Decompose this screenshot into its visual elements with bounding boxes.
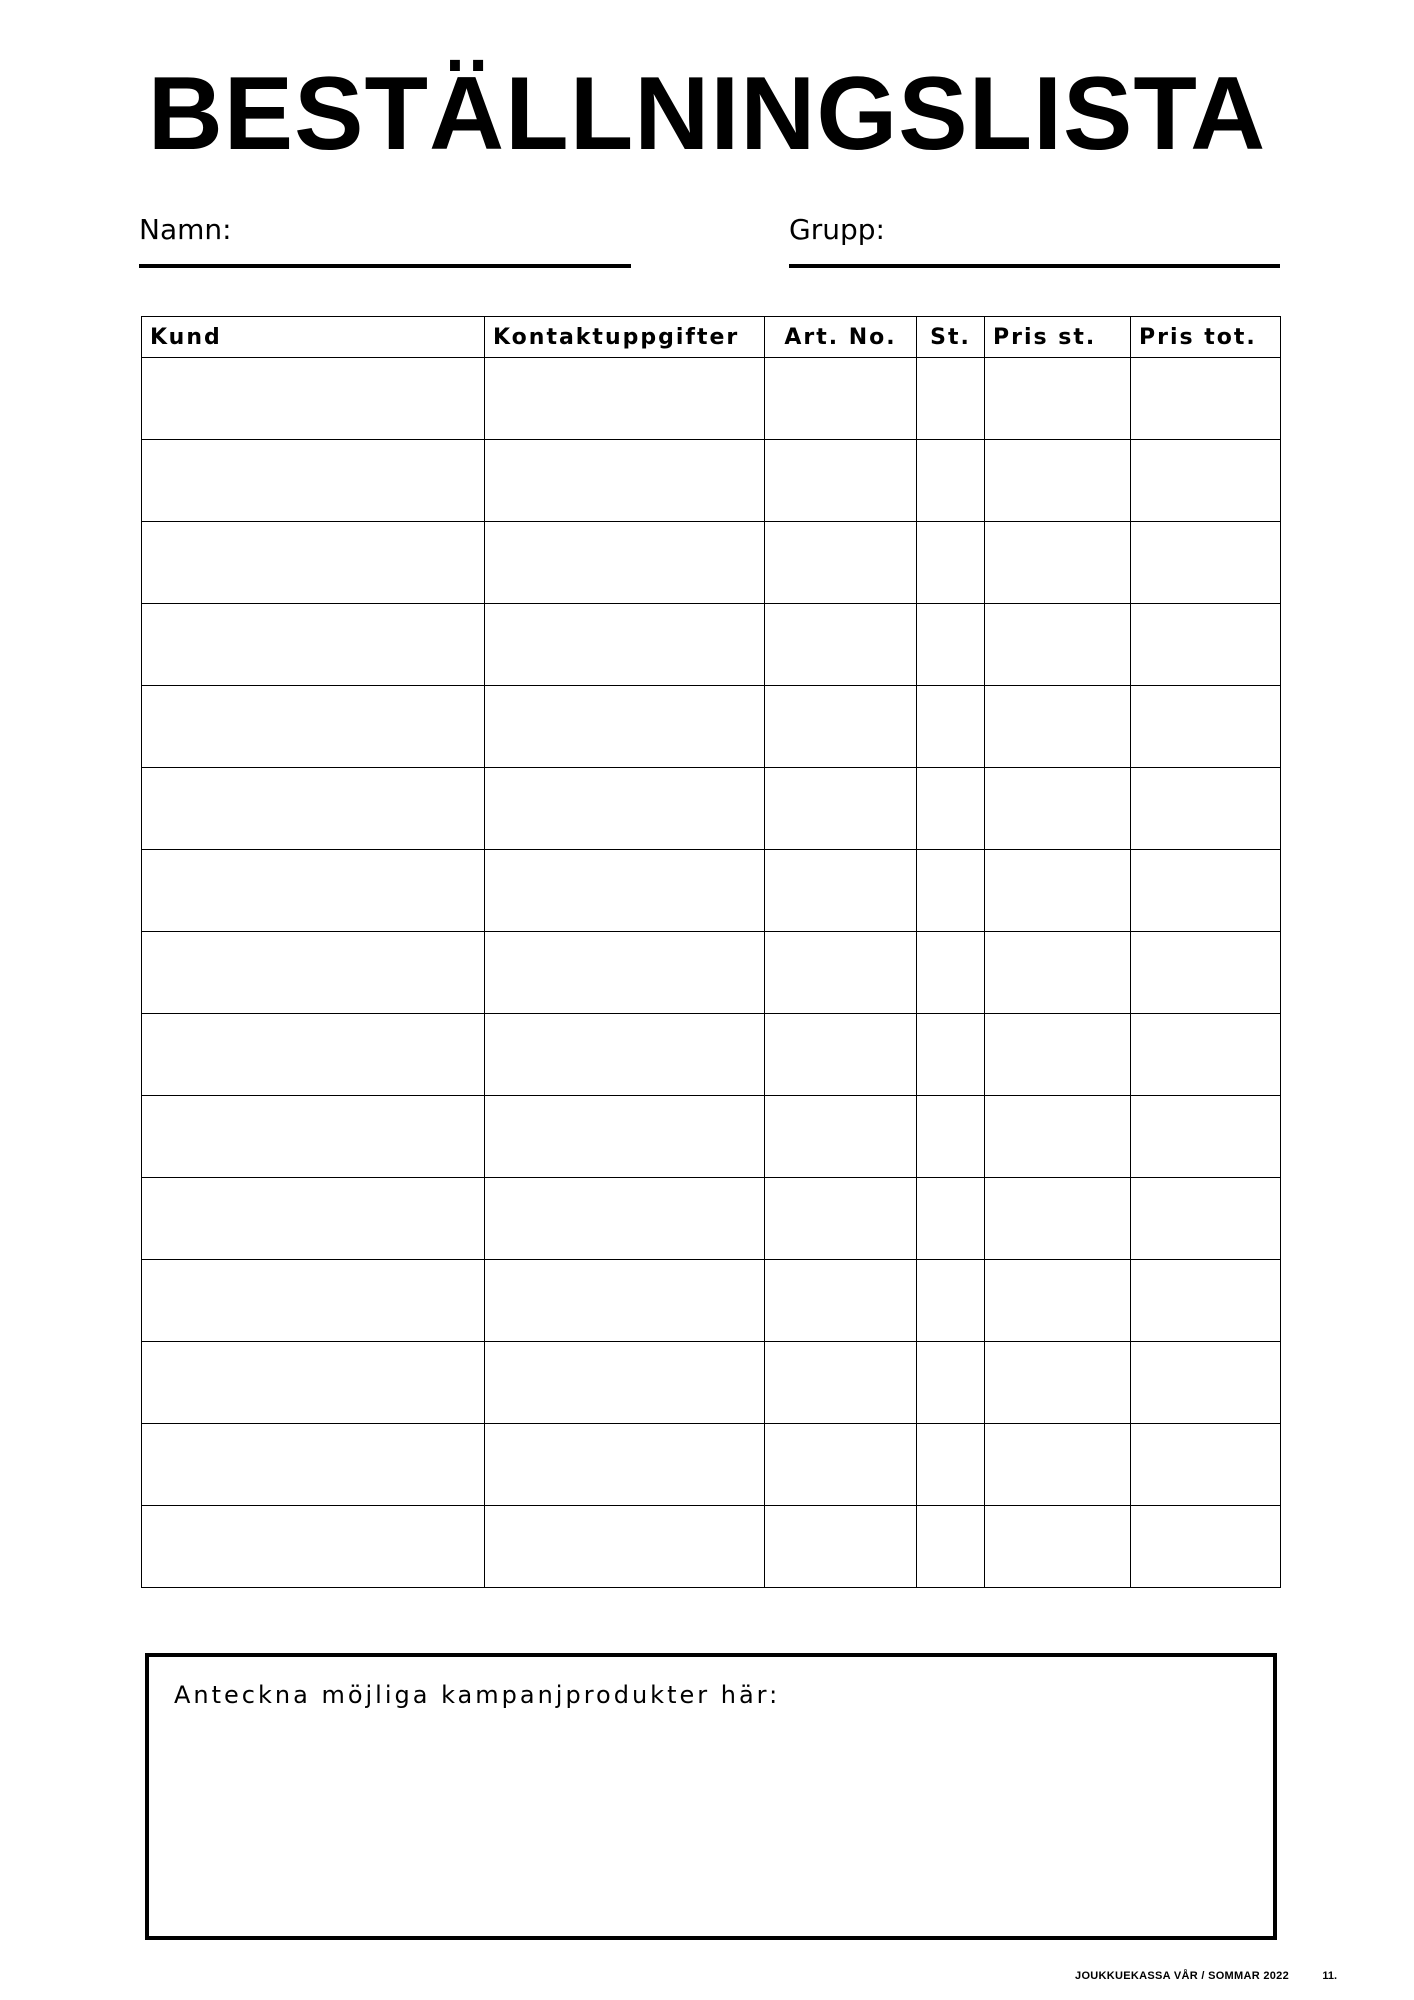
table-row <box>142 604 1281 686</box>
cell-pris-tot[interactable] <box>1131 604 1281 686</box>
cell-pris-tot[interactable] <box>1131 850 1281 932</box>
cell-pris-tot[interactable] <box>1131 932 1281 1014</box>
cell-pris-st[interactable] <box>985 1260 1131 1342</box>
cell-kund[interactable] <box>142 1506 485 1588</box>
cell-pris-tot[interactable] <box>1131 768 1281 850</box>
name-field[interactable] <box>139 213 631 268</box>
cell-kund[interactable] <box>142 358 485 440</box>
table-row <box>142 522 1281 604</box>
cell-art-no[interactable] <box>765 932 917 1014</box>
cell-art-no[interactable] <box>765 768 917 850</box>
name-label: Namn: <box>139 213 232 246</box>
cell-kund[interactable] <box>142 850 485 932</box>
cell-pris-st[interactable] <box>985 850 1131 932</box>
page-title: BESTÄLLNINGSLISTA <box>147 56 1267 172</box>
cell-pris-st[interactable] <box>985 1178 1131 1260</box>
cell-kontakt[interactable] <box>485 440 765 522</box>
cell-st[interactable] <box>917 358 985 440</box>
cell-art-no[interactable] <box>765 686 917 768</box>
order-table <box>141 316 1281 1588</box>
cell-kontakt[interactable] <box>485 1424 765 1506</box>
cell-st[interactable] <box>917 522 985 604</box>
cell-kund[interactable] <box>142 1014 485 1096</box>
table-header-row <box>142 317 1281 358</box>
table-body <box>142 358 1281 1588</box>
notes-label: Anteckna möjliga kampanjprodukter här: <box>174 1681 781 1709</box>
cell-art-no[interactable] <box>765 1096 917 1178</box>
footer-text: JOUKKUEKASSA VÅR / SOMMAR 2022 <box>1075 1970 1289 1982</box>
header-pris-tot: Pris tot. <box>1131 317 1281 358</box>
cell-kund[interactable] <box>142 604 485 686</box>
table-row <box>142 440 1281 522</box>
group-label: Grupp: <box>789 213 885 246</box>
cell-art-no[interactable] <box>765 1014 917 1096</box>
cell-st[interactable] <box>917 604 985 686</box>
cell-art-no[interactable] <box>765 358 917 440</box>
cell-pris-st[interactable] <box>985 932 1131 1014</box>
cell-pris-tot[interactable] <box>1131 1178 1281 1260</box>
cell-st[interactable] <box>917 850 985 932</box>
cell-st[interactable] <box>917 1506 985 1588</box>
cell-kontakt[interactable] <box>485 358 765 440</box>
cell-pris-tot[interactable] <box>1131 1014 1281 1096</box>
cell-art-no[interactable] <box>765 1260 917 1342</box>
table-row <box>142 358 1281 440</box>
cell-kund[interactable] <box>142 768 485 850</box>
cell-art-no[interactable] <box>765 604 917 686</box>
cell-st[interactable] <box>917 1260 985 1342</box>
table-row <box>142 1342 1281 1424</box>
table-row <box>142 1014 1281 1096</box>
table-row <box>142 932 1281 1014</box>
cell-kontakt[interactable] <box>485 1178 765 1260</box>
cell-art-no[interactable] <box>765 1506 917 1588</box>
cell-kund[interactable] <box>142 1424 485 1506</box>
table-row <box>142 850 1281 932</box>
cell-pris-tot[interactable] <box>1131 522 1281 604</box>
cell-kund[interactable] <box>142 686 485 768</box>
cell-pris-st[interactable] <box>985 522 1131 604</box>
cell-kontakt[interactable] <box>485 1014 765 1096</box>
group-field[interactable] <box>789 213 1280 268</box>
header-kontaktuppgifter: Kontaktuppgifter <box>485 317 765 358</box>
cell-pris-st[interactable] <box>985 358 1131 440</box>
cell-kontakt[interactable] <box>485 768 765 850</box>
cell-kontakt[interactable] <box>485 1342 765 1424</box>
cell-kontakt[interactable] <box>485 932 765 1014</box>
cell-kontakt[interactable] <box>485 522 765 604</box>
cell-kontakt[interactable] <box>485 686 765 768</box>
cell-pris-st[interactable] <box>985 440 1131 522</box>
cell-kund[interactable] <box>142 932 485 1014</box>
cell-st[interactable] <box>917 1342 985 1424</box>
cell-kontakt[interactable] <box>485 1260 765 1342</box>
notes-box[interactable] <box>145 1653 1277 1940</box>
cell-pris-st[interactable] <box>985 686 1131 768</box>
cell-pris-tot[interactable] <box>1131 1424 1281 1506</box>
cell-st[interactable] <box>917 1424 985 1506</box>
cell-art-no[interactable] <box>765 440 917 522</box>
cell-kund[interactable] <box>142 1342 485 1424</box>
header-art-no: Art. No. <box>765 317 917 358</box>
cell-art-no[interactable] <box>765 522 917 604</box>
cell-pris-st[interactable] <box>985 604 1131 686</box>
cell-pris-tot[interactable] <box>1131 1096 1281 1178</box>
cell-kund[interactable] <box>142 440 485 522</box>
cell-pris-st[interactable] <box>985 1342 1131 1424</box>
header-kund: Kund <box>142 317 485 358</box>
cell-pris-tot[interactable] <box>1131 358 1281 440</box>
table-row <box>142 1506 1281 1588</box>
cell-pris-st[interactable] <box>985 1506 1131 1588</box>
table-row <box>142 1178 1281 1260</box>
cell-kontakt[interactable] <box>485 1506 765 1588</box>
cell-pris-st[interactable] <box>985 768 1131 850</box>
page-number: 11. <box>1322 1970 1337 1982</box>
cell-pris-st[interactable] <box>985 1096 1131 1178</box>
cell-kund[interactable] <box>142 522 485 604</box>
cell-st[interactable] <box>917 1096 985 1178</box>
cell-art-no[interactable] <box>765 1178 917 1260</box>
cell-kontakt[interactable] <box>485 604 765 686</box>
table-row <box>142 768 1281 850</box>
cell-pris-tot[interactable] <box>1131 1506 1281 1588</box>
table-row <box>142 1424 1281 1506</box>
cell-pris-st[interactable] <box>985 1014 1131 1096</box>
cell-pris-tot[interactable] <box>1131 440 1281 522</box>
cell-pris-tot[interactable] <box>1131 1342 1281 1424</box>
cell-st[interactable] <box>917 686 985 768</box>
cell-kontakt[interactable] <box>485 1096 765 1178</box>
table-row <box>142 1096 1281 1178</box>
cell-kund[interactable] <box>142 1178 485 1260</box>
cell-st[interactable] <box>917 440 985 522</box>
cell-pris-tot[interactable] <box>1131 686 1281 768</box>
cell-st[interactable] <box>917 768 985 850</box>
cell-art-no[interactable] <box>765 850 917 932</box>
cell-kund[interactable] <box>142 1096 485 1178</box>
header-pris-st: Pris st. <box>985 317 1131 358</box>
cell-st[interactable] <box>917 932 985 1014</box>
table-row <box>142 1260 1281 1342</box>
cell-pris-tot[interactable] <box>1131 1260 1281 1342</box>
cell-kund[interactable] <box>142 1260 485 1342</box>
table-row <box>142 686 1281 768</box>
cell-pris-st[interactable] <box>985 1424 1131 1506</box>
cell-art-no[interactable] <box>765 1424 917 1506</box>
cell-art-no[interactable] <box>765 1342 917 1424</box>
cell-kontakt[interactable] <box>485 850 765 932</box>
cell-st[interactable] <box>917 1178 985 1260</box>
header-st: St. <box>917 317 985 358</box>
cell-st[interactable] <box>917 1014 985 1096</box>
